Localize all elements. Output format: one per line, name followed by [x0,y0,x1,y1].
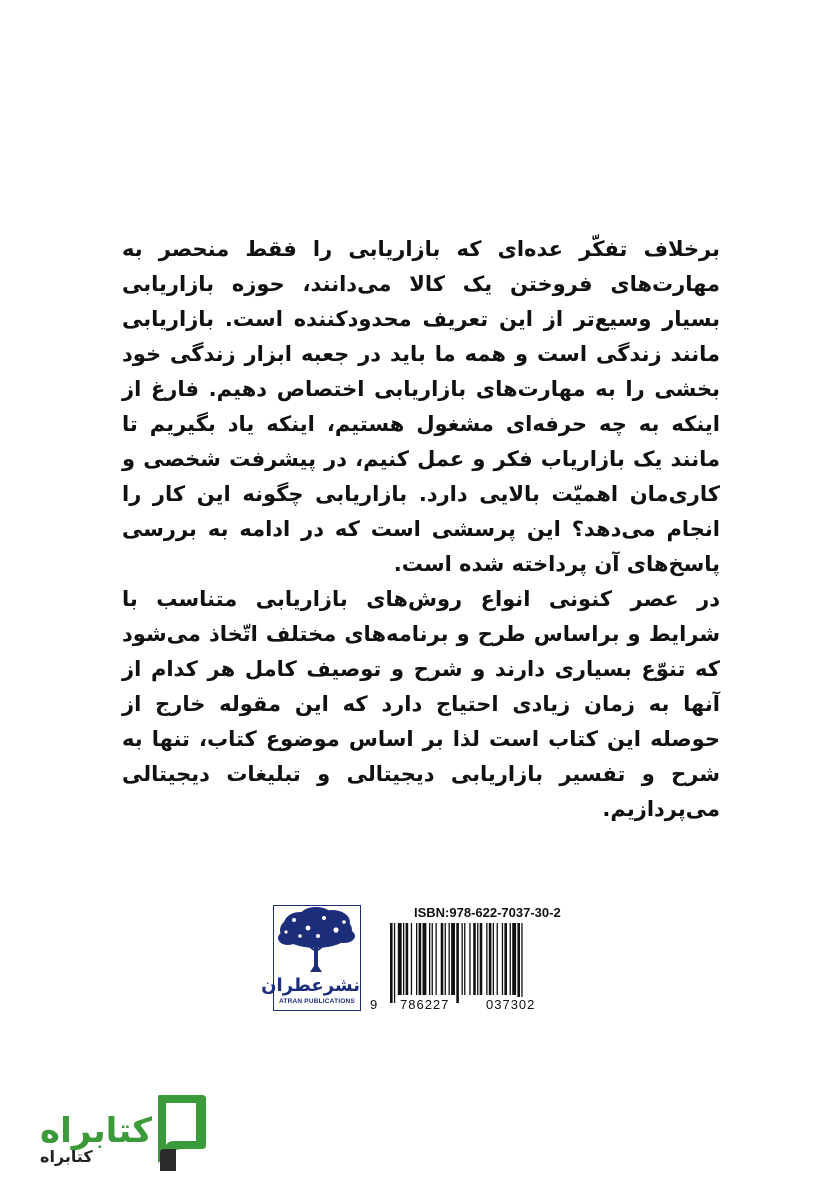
book-icon [152,1093,210,1173]
barcode-bar [510,923,511,995]
barcode-bar [517,923,520,1003]
barcode-bar [406,923,409,995]
barcode-bar [416,923,417,995]
barcode-bar [493,923,494,995]
watermark-logo [40,1085,220,1185]
barcode-bar [445,923,446,995]
watermark-main-text: کتابراه [40,1111,153,1151]
back-cover-text [122,232,720,827]
barcode-bar [486,923,487,995]
barcode-bar [429,923,430,995]
barcode-group-2: 037302 [486,997,536,1012]
publisher-name-en: ATRAN PUBLICATIONS [279,998,355,1005]
barcode-bar [502,923,503,995]
barcode-bar [394,923,395,1003]
barcode-bar [477,923,478,995]
barcode-bar [423,923,427,995]
paragraph-2: در عصر کنونی انواع روش‌های بازاریابی متناسب با شرایط و براساس طرح و برنامه‌های مختلف اتّخاذ می‌شود که تنوّع بسیاری دارند و شرح و توصیف کامل هر کدام از آنها به زمان زیادی احتیاج دارد که این مقوله خارج از حوصله این کتاب است لذا بر اساس موضوع کتاب، تنها به شرح و تفسیر بازاریابی دیجیتالی و تبلیغات دیجیتالی می‌پردازیم. [122,587,720,821]
barcode-bar [441,923,444,995]
barcode-bar [456,923,459,1003]
barcode-bar [403,923,404,995]
barcode-bar [419,923,422,995]
barcode-group-1: 786227 [400,997,450,1012]
barcode-bar [489,923,492,995]
barcode-bar [398,923,402,995]
barcode-lead-digit: 9 [370,997,379,1012]
barcode-bar [449,923,450,995]
barcode-bar [480,923,483,995]
isbn-label: ISBN:978-622-7037-30-2 [414,905,561,920]
barcode-bar [473,923,476,995]
barcode-bar [497,923,498,995]
barcode-bar [411,923,412,995]
barcode-bar [436,923,437,995]
barcode-bar [521,923,522,1003]
barcode-bar [462,923,463,995]
barcode-bar [512,923,516,995]
isbn-barcode [370,905,570,1015]
barcode-bar [469,923,470,995]
paragraph-1: برخلاف تفکّر عده‌ای که بازاریابی را فقط منحصر به مهارت‌های فروختن یک کالا می‌دانند، حوزه بازاریابی بسیار وسیع‌تر از این تعریف محدودکننده است. بازاریابی مانند زندگی است و همه ما باید در جعبه ابزار زندگی خود بخشی را به مهارت‌های بازاریابی اختصاص دهیم. فارغ از اینکه به چه حرفه‌ای مشغول هستیم، اینکه یاد بگیریم تا مانند یک بازاریاب فکر و عمل کنیم، در پیشرفت شخصی و کاری‌مان اهمیّت بالایی دارد. بازاریابی چگونه این کار را انجام می‌دهد؟ این پرسشی است که در ادامه به بررسی پاسخ‌های آن پرداخته شده است. [122,237,720,576]
barcode-bar [504,923,507,995]
barcode-bar [432,923,433,995]
barcode-bar [464,923,465,995]
watermark-sub-text: کتابراه [40,1147,93,1166]
barcode-bar [451,923,455,995]
publisher-name-fa: نشرعطران [261,975,360,996]
tree-icon [274,906,359,978]
barcode-bar [390,923,393,1003]
publisher-logo [261,905,361,1011]
